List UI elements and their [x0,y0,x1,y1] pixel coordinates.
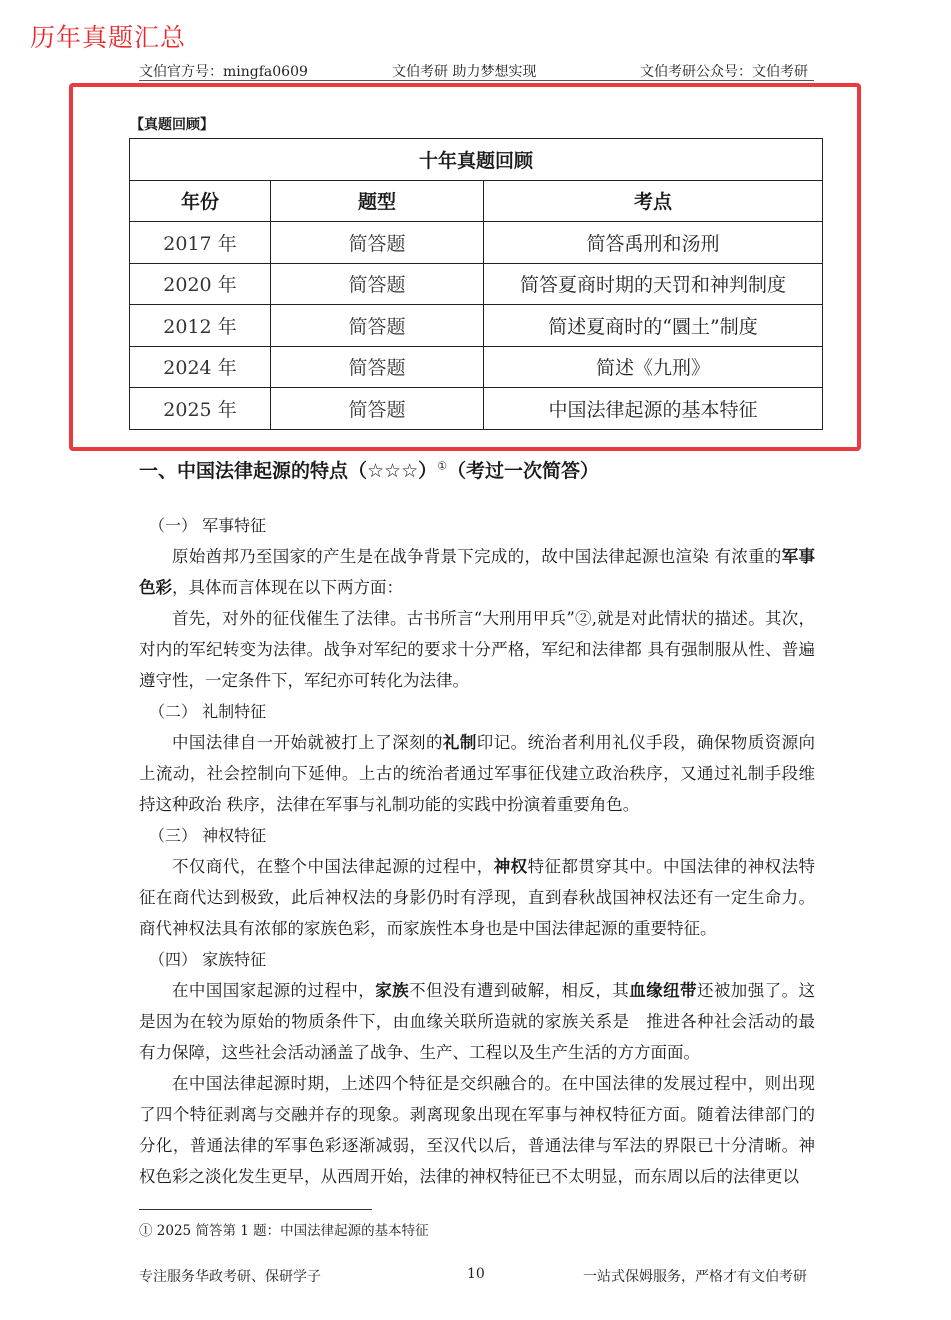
stamp-title: 历年真题汇总 [30,23,187,52]
column-header-year: 年份 [130,180,271,222]
cell-topic: 简述夏商时的“圜土”制度 [484,305,823,347]
footnote-rule [139,1209,372,1210]
cell-topic: 中国法律起源的基本特征 [484,388,823,430]
cell-year: 2020 年 [130,263,271,305]
paragraph [139,851,815,944]
text: 特征都贯穿其中。中国法律的神权法特征在商代达到极致，此后神权法的身影仍时有浮现，直到春秋战国神权法还有一定生命力。商代神权法具有浓郁的家族色彩，而家族性本身也是中国法律起源的重要特征。 [139,857,816,938]
cell-type: 简答题 [271,346,484,388]
review-label: 【真题回顾】 [130,117,214,133]
subsection-title-clan: （四） 家族特征 [149,950,267,969]
table-row [130,263,823,305]
page-number: 10 [467,1266,485,1282]
cell-type: 简答题 [271,305,484,347]
text: 中国法律自一开始就被打上了深刻的 [172,733,443,752]
bold-text: 家族 [375,981,410,1000]
table-row [130,388,823,430]
header-center: 文伯考研 助力梦想实现 [392,64,537,80]
section-title-tail: （考过一次简答） [446,460,599,482]
cell-type: 简答题 [271,222,484,264]
footer-right: 一站式保姆服务，严格才有文伯考研 [583,1269,807,1285]
bold-text: 军事色彩 [139,547,816,597]
text: 原始酋邦乃至国家的产生是在战争背景下完成的，故中国法律起源也渲染 有浓重的 [172,547,782,566]
paragraph [139,975,815,1068]
body-content [139,510,815,1192]
text: 印记。统治者利用礼仪手段，确保物质资源向上流动，社会控制向下延伸。上古的统治者通过军事征伐建立政治秩序，又通过礼制手段维持这种政治 秩序，法律在军事与礼制功能的实践中扮演着重要角色。 [139,733,816,814]
table-row [130,222,823,264]
bold-text: 血缘纽带 [629,981,697,1000]
table-row [130,305,823,347]
text: 不但没有遭到破解，相反，其 [409,981,630,1000]
subsection-title-theocratic: （三） 神权特征 [149,826,267,845]
section-heading [139,456,599,483]
footer-left: 专注服务华政考研、保研学子 [139,1269,321,1285]
text: ，具体而言体现在以下两方面： [172,578,403,597]
cell-topic: 简述《九刑》 [484,346,823,388]
footnote: ① 2025 简答第 1 题：中国法律起源的基本特征 [139,1223,429,1239]
header-right: 文伯考研公众号：文伯考研 [640,64,808,80]
text: 在中国国家起源的过程中， [172,981,376,1000]
cell-year: 2017 年 [130,222,271,264]
header-left: 文伯官方号：mingfa0609 [139,64,308,80]
cell-year: 2024 年 [130,346,271,388]
bold-text: 礼制 [442,733,477,752]
cell-year: 2025 年 [130,388,271,430]
text: 不仅商代，在整个中国法律起源的过程中， [172,857,494,876]
subsection-title-ritual: （二） 礼制特征 [149,702,267,721]
table-title: 十年真题回顾 [130,139,823,181]
paragraph: 在中国法律起源时期，上述四个特征是交织融合的。在中国法律的发展过程中，则出现了四个特征剥离与交融并存的现象。剥离现象出现在军事与神权特征方面。随着法律部门的分化，普通法律的军事色彩逐渐减弱，至汉代以后，普通法律与军法的界限已十分清晰。神权色彩之淡化发生更早，从西周开始，法律的神权特征已不太明显，而东周以后的法律更以 [139,1074,815,1186]
paragraph: 首先，对外的征伐催生了法律。古书所言“大刑用甲兵”②,就是对此情状的描述。其次，对内的军纪转变为法律。战争对军纪的要求十分严格，军纪和法律都 具有强制服从性、普遍遵守性，一定条件下，军纪亦可转化为法律。 [139,609,815,690]
column-header-type: 题型 [271,180,484,222]
table-row [130,346,823,388]
cell-topic: 简答夏商时期的天罚和神判制度 [484,263,823,305]
cell-type: 简答题 [271,263,484,305]
cell-year: 2012 年 [130,305,271,347]
column-header-topic: 考点 [484,180,823,222]
header-rule [139,80,814,81]
paragraph [139,727,815,820]
table-header-row [130,180,823,222]
footnote-ref[interactable]: ① [437,459,447,473]
paragraph [139,541,815,603]
bold-text: 神权 [493,857,528,876]
cell-topic: 简答禹刑和汤刑 [484,222,823,264]
exam-review-table [129,138,823,430]
subsection-title-military: （一） 军事特征 [149,516,267,535]
section-title: 一、中国法律起源的特点（☆☆☆） [139,460,438,482]
text: 还被加强了。这是因为在较为原始的物质条件下，由血缘关联所造就的家族关系是 推进各种社会活动的最有力保障，这些社会活动涵盖了战争、生产、工程以及生产生活的方方面面。 [139,981,816,1062]
cell-type: 简答题 [271,388,484,430]
